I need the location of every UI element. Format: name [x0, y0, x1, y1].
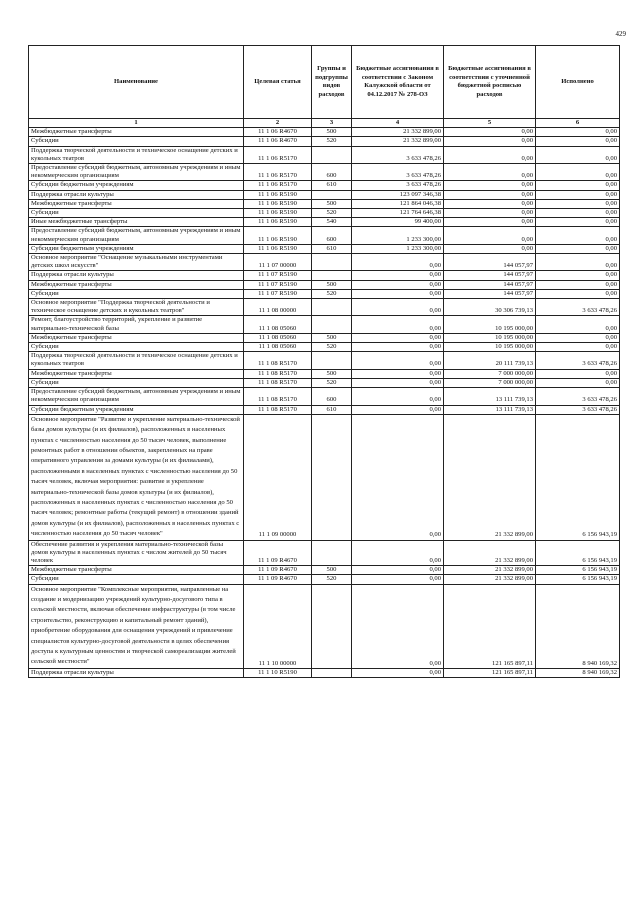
cell-group: 520	[312, 343, 352, 352]
cell-name: Основное мероприятие "Развитие и укрепление материально-технической базы домов культуры (и их филиалов), расположенных в населенных пунктах с численностью населения до 50 тысяч человек, выполнение ремонтных работ в отношении объектов, закрепленных на праве оперативного управления за домами культуры (и их филиалами), расположенными в населенных пунктах с численностью населения до 50 тысяч человек, включая мероприятия: развитие и укрепление материально-технической базы домов культуры (и их филиалов), расположенных в населенных пунктах с численностью населения до 50 тысяч человек; ремонтные работы (текущий ремонт) в отношении зданий домов культуры (и их филиалов), расположенных в населенных пунктах с численностью населения до 50 тысяч человек"	[29, 414, 244, 540]
cell-refined: 0,00	[444, 137, 536, 146]
cell-group	[312, 414, 352, 540]
cell-code: 11 1 06 R5170	[244, 164, 312, 181]
cell-group: 610	[312, 181, 352, 190]
cell-law: 0,00	[352, 254, 444, 271]
cell-name: Субсидии	[29, 378, 244, 387]
column-number: 6	[536, 119, 620, 128]
cell-executed: 0,00	[536, 181, 620, 190]
cell-executed: 0,00	[536, 343, 620, 352]
table-row	[29, 405, 620, 414]
cell-executed: 6 156 943,19	[536, 414, 620, 540]
cell-law: 0,00	[352, 378, 444, 387]
table-row	[29, 584, 620, 668]
cell-refined: 144 057,97	[444, 289, 536, 298]
cell-name: Поддержка отрасли культуры	[29, 190, 244, 199]
cell-refined: 13 111 739,13	[444, 405, 536, 414]
cell-code: 11 1 06 R5190	[244, 218, 312, 227]
cell-executed: 0,00	[536, 289, 620, 298]
cell-code: 11 1 10 R5190	[244, 668, 312, 677]
table-row	[29, 414, 620, 540]
cell-executed: 3 633 478,26	[536, 299, 620, 316]
cell-name: Субсидии бюджетным учреждениям	[29, 244, 244, 253]
cell-executed: 6 156 943,19	[536, 540, 620, 566]
cell-law: 21 332 899,00	[352, 128, 444, 137]
cell-executed: 0,00	[536, 316, 620, 333]
table-row	[29, 343, 620, 352]
cell-name: Предоставление субсидий бюджетным, автономным учреждениям и иным некоммерческим организациям	[29, 227, 244, 244]
cell-name: Субсидии	[29, 137, 244, 146]
cell-code: 11 1 07 00000	[244, 254, 312, 271]
cell-group: 520	[312, 378, 352, 387]
cell-code: 11 1 07 R5190	[244, 289, 312, 298]
cell-executed: 0,00	[536, 254, 620, 271]
cell-code: 11 1 08 R5170	[244, 405, 312, 414]
cell-group	[312, 146, 352, 163]
cell-code: 11 1 06 R5170	[244, 146, 312, 163]
cell-group: 500	[312, 369, 352, 378]
cell-name: Межбюджетные трансферты	[29, 128, 244, 137]
cell-code: 11 1 06 R4670	[244, 128, 312, 137]
cell-name: Межбюджетные трансферты	[29, 333, 244, 342]
cell-executed: 0,00	[536, 244, 620, 253]
cell-law: 0,00	[352, 540, 444, 566]
cell-law: 0,00	[352, 388, 444, 405]
header-executed: Исполнено	[536, 46, 620, 119]
cell-code: 11 1 08 00000	[244, 299, 312, 316]
cell-code: 11 1 06 R5190	[244, 227, 312, 244]
table-row	[29, 388, 620, 405]
cell-code: 11 1 06 R5190	[244, 190, 312, 199]
cell-law: 0,00	[352, 668, 444, 677]
cell-group: 520	[312, 575, 352, 584]
table-row	[29, 128, 620, 137]
cell-group	[312, 540, 352, 566]
column-number: 2	[244, 119, 312, 128]
cell-executed: 3 633 478,26	[536, 388, 620, 405]
cell-code: 11 1 08 05060	[244, 333, 312, 342]
cell-name: Основное мероприятие "Комплексные мероприятия, направленные на создание и модернизацию учреждений культурно-досугового типа в сельской местности, включая обеспечение инфраструктуры (в том числе строительство, реконструкцию и капитальный ремонт зданий), приобретение оборудования для оснащения учреждений и привлечение специалистов культурно-досуговой деятельности в целях обеспечения доступа к культурным ценностям и творческой самореализации жителей сельской местности"	[29, 584, 244, 668]
cell-code: 11 1 08 05060	[244, 343, 312, 352]
cell-law: 0,00	[352, 566, 444, 575]
cell-code: 11 1 08 R5170	[244, 378, 312, 387]
table-row	[29, 369, 620, 378]
cell-refined: 121 165 897,11	[444, 584, 536, 668]
cell-refined: 7 000 000,00	[444, 378, 536, 387]
cell-name: Ремонт, благоустройство территорий, укрепление и развитие материально-технической базы	[29, 316, 244, 333]
table-row	[29, 181, 620, 190]
cell-refined: 13 111 739,13	[444, 388, 536, 405]
cell-refined: 0,00	[444, 146, 536, 163]
cell-code: 11 1 06 R5170	[244, 181, 312, 190]
cell-code: 11 1 06 R5190	[244, 244, 312, 253]
page-number: 429	[615, 30, 626, 38]
cell-group	[312, 352, 352, 369]
cell-name: Предоставление субсидий бюджетным, автономным учреждениям и иным некоммерческим организациям	[29, 164, 244, 181]
column-number: 1	[29, 119, 244, 128]
cell-group	[312, 271, 352, 280]
header-code: Целевая статья	[244, 46, 312, 119]
cell-law: 0,00	[352, 584, 444, 668]
cell-group	[312, 668, 352, 677]
table-row	[29, 199, 620, 208]
cell-law: 3 633 478,26	[352, 164, 444, 181]
cell-name: Межбюджетные трансферты	[29, 280, 244, 289]
cell-group	[312, 584, 352, 668]
table-row	[29, 333, 620, 342]
cell-refined: 7 000 000,00	[444, 369, 536, 378]
cell-refined: 10 195 000,00	[444, 316, 536, 333]
cell-group: 600	[312, 227, 352, 244]
cell-law: 1 233 300,00	[352, 244, 444, 253]
cell-code: 11 1 09 R4670	[244, 540, 312, 566]
cell-law: 0,00	[352, 299, 444, 316]
cell-code: 11 1 09 R4670	[244, 575, 312, 584]
table-row	[29, 289, 620, 298]
table-row	[29, 668, 620, 677]
table-row	[29, 254, 620, 271]
cell-law: 1 233 300,00	[352, 227, 444, 244]
header-group: Группы и подгруппы видов расходов	[312, 46, 352, 119]
cell-law: 3 633 478,26	[352, 146, 444, 163]
cell-name: Субсидии	[29, 209, 244, 218]
cell-executed: 0,00	[536, 369, 620, 378]
table-row	[29, 164, 620, 181]
cell-refined: 10 195 000,00	[444, 333, 536, 342]
cell-executed: 3 633 478,26	[536, 352, 620, 369]
cell-refined: 144 057,97	[444, 271, 536, 280]
cell-law: 0,00	[352, 289, 444, 298]
cell-group: 600	[312, 164, 352, 181]
cell-refined: 21 332 899,00	[444, 575, 536, 584]
cell-executed: 3 633 478,26	[536, 405, 620, 414]
cell-law: 99 400,00	[352, 218, 444, 227]
cell-executed: 8 940 169,32	[536, 584, 620, 668]
cell-code: 11 1 10 00000	[244, 584, 312, 668]
cell-refined: 144 057,97	[444, 280, 536, 289]
column-number: 5	[444, 119, 536, 128]
table-row	[29, 244, 620, 253]
cell-group	[312, 299, 352, 316]
cell-name: Субсидии	[29, 343, 244, 352]
cell-executed: 0,00	[536, 137, 620, 146]
cell-executed: 0,00	[536, 209, 620, 218]
cell-name: Поддержка отрасли культуры	[29, 271, 244, 280]
cell-name: Иные межбюджетные трансферты	[29, 218, 244, 227]
table-row	[29, 209, 620, 218]
cell-law: 0,00	[352, 352, 444, 369]
cell-name: Поддержка творческой деятельности и техническое оснащение детских и кукольных театров	[29, 352, 244, 369]
cell-refined: 0,00	[444, 164, 536, 181]
cell-refined: 0,00	[444, 190, 536, 199]
cell-refined: 21 332 899,00	[444, 540, 536, 566]
cell-law: 0,00	[352, 414, 444, 540]
cell-code: 11 1 07 R5190	[244, 271, 312, 280]
cell-refined: 0,00	[444, 218, 536, 227]
table-row	[29, 575, 620, 584]
cell-law: 0,00	[352, 575, 444, 584]
cell-law: 0,00	[352, 333, 444, 342]
cell-group: 520	[312, 289, 352, 298]
header-refined: Бюджетные ассигнования в соответствии с уточненной бюджетной росписью расходов	[444, 46, 536, 119]
cell-name: Субсидии бюджетным учреждениям	[29, 181, 244, 190]
cell-group: 500	[312, 199, 352, 208]
cell-executed: 0,00	[536, 199, 620, 208]
budget-table	[28, 45, 620, 678]
table-row	[29, 540, 620, 566]
cell-law: 0,00	[352, 369, 444, 378]
cell-name: Межбюджетные трансферты	[29, 566, 244, 575]
cell-name: Основное мероприятие "Поддержка творческой деятельности и техническое оснащение детских и кукольных театров"	[29, 299, 244, 316]
cell-name: Межбюджетные трансферты	[29, 369, 244, 378]
cell-executed: 0,00	[536, 333, 620, 342]
cell-refined: 0,00	[444, 199, 536, 208]
cell-group: 610	[312, 405, 352, 414]
cell-refined: 0,00	[444, 227, 536, 244]
cell-law: 0,00	[352, 271, 444, 280]
cell-refined: 121 165 897,11	[444, 668, 536, 677]
cell-group: 500	[312, 280, 352, 289]
header-name: Наименование	[29, 46, 244, 119]
cell-group	[312, 316, 352, 333]
cell-group: 610	[312, 244, 352, 253]
header-law: Бюджетные ассигнования в соответствии с Законом Калужской области от 04.12.2017 № 278-ОЗ	[352, 46, 444, 119]
cell-name: Межбюджетные трансферты	[29, 199, 244, 208]
cell-refined: 0,00	[444, 181, 536, 190]
cell-refined: 20 111 739,13	[444, 352, 536, 369]
cell-code: 11 1 08 R5170	[244, 369, 312, 378]
cell-law: 21 332 899,00	[352, 137, 444, 146]
cell-group	[312, 190, 352, 199]
cell-executed: 0,00	[536, 271, 620, 280]
cell-law: 121 764 646,38	[352, 209, 444, 218]
cell-name: Субсидии	[29, 575, 244, 584]
table-row	[29, 190, 620, 199]
table-body	[29, 128, 620, 678]
cell-code: 11 1 07 R5190	[244, 280, 312, 289]
cell-executed: 0,00	[536, 280, 620, 289]
cell-executed: 8 940 169,32	[536, 668, 620, 677]
cell-law: 121 864 046,38	[352, 199, 444, 208]
table-row	[29, 218, 620, 227]
header-row	[29, 46, 620, 119]
cell-code: 11 1 08 R5170	[244, 352, 312, 369]
cell-refined: 0,00	[444, 209, 536, 218]
column-number: 3	[312, 119, 352, 128]
table-row	[29, 280, 620, 289]
table-row	[29, 137, 620, 146]
table-row	[29, 378, 620, 387]
cell-code: 11 1 09 R4670	[244, 566, 312, 575]
cell-name: Поддержка отрасли культуры	[29, 668, 244, 677]
column-number: 4	[352, 119, 444, 128]
cell-law: 123 097 346,38	[352, 190, 444, 199]
cell-law: 0,00	[352, 316, 444, 333]
cell-executed: 0,00	[536, 218, 620, 227]
table-row	[29, 146, 620, 163]
table-row	[29, 271, 620, 280]
cell-refined: 0,00	[444, 128, 536, 137]
cell-group	[312, 254, 352, 271]
cell-name: Субсидии бюджетным учреждениям	[29, 405, 244, 414]
cell-code: 11 1 06 R5190	[244, 209, 312, 218]
cell-refined: 21 332 899,00	[444, 566, 536, 575]
cell-executed: 0,00	[536, 128, 620, 137]
cell-executed: 6 156 943,19	[536, 566, 620, 575]
cell-group: 520	[312, 209, 352, 218]
cell-executed: 0,00	[536, 378, 620, 387]
cell-refined: 30 306 739,13	[444, 299, 536, 316]
cell-name: Поддержка творческой деятельности и техническое оснащение детских и кукольных театров	[29, 146, 244, 163]
cell-refined: 21 332 899,00	[444, 414, 536, 540]
cell-code: 11 1 08 05060	[244, 316, 312, 333]
cell-executed: 6 156 943,19	[536, 575, 620, 584]
table-row	[29, 227, 620, 244]
cell-executed: 0,00	[536, 190, 620, 199]
cell-law: 0,00	[352, 343, 444, 352]
cell-executed: 0,00	[536, 146, 620, 163]
cell-code: 11 1 09 00000	[244, 414, 312, 540]
table-row	[29, 566, 620, 575]
cell-law: 3 633 478,26	[352, 181, 444, 190]
cell-code: 11 1 08 R5170	[244, 388, 312, 405]
cell-name: Субсидии	[29, 289, 244, 298]
cell-law: 0,00	[352, 405, 444, 414]
cell-refined: 0,00	[444, 244, 536, 253]
cell-group: 500	[312, 333, 352, 342]
cell-refined: 10 195 000,00	[444, 343, 536, 352]
table-row	[29, 352, 620, 369]
cell-law: 0,00	[352, 280, 444, 289]
cell-name: Предоставление субсидий бюджетным, автономным учреждениям и иным некоммерческим организациям	[29, 388, 244, 405]
cell-group: 500	[312, 128, 352, 137]
cell-executed: 0,00	[536, 227, 620, 244]
cell-group: 500	[312, 566, 352, 575]
cell-name: Основное мероприятие "Оснащение музыкальными инструментами детских школ искусств"	[29, 254, 244, 271]
cell-group: 520	[312, 137, 352, 146]
cell-name: Обеспечение развития и укрепления материально-технической базы домов культуры в населенных пунктах с числом жителей до 50 тысяч человек	[29, 540, 244, 566]
cell-executed: 0,00	[536, 164, 620, 181]
table-row	[29, 299, 620, 316]
column-number-row	[29, 119, 620, 128]
cell-code: 11 1 06 R4670	[244, 137, 312, 146]
cell-group: 600	[312, 388, 352, 405]
cell-code: 11 1 06 R5190	[244, 199, 312, 208]
cell-refined: 144 057,97	[444, 254, 536, 271]
cell-group: 540	[312, 218, 352, 227]
table-row	[29, 316, 620, 333]
